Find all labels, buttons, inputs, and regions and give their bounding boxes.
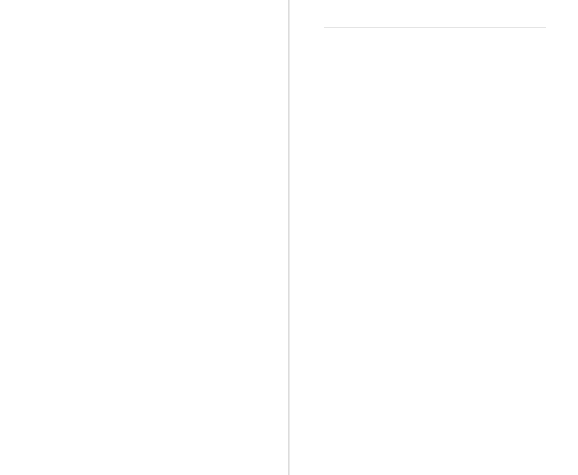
right-page-column xyxy=(304,6,566,51)
paragraph-divider xyxy=(324,27,546,28)
spacer xyxy=(12,24,274,30)
left-page-column xyxy=(12,6,274,36)
page-gutter xyxy=(288,0,290,475)
